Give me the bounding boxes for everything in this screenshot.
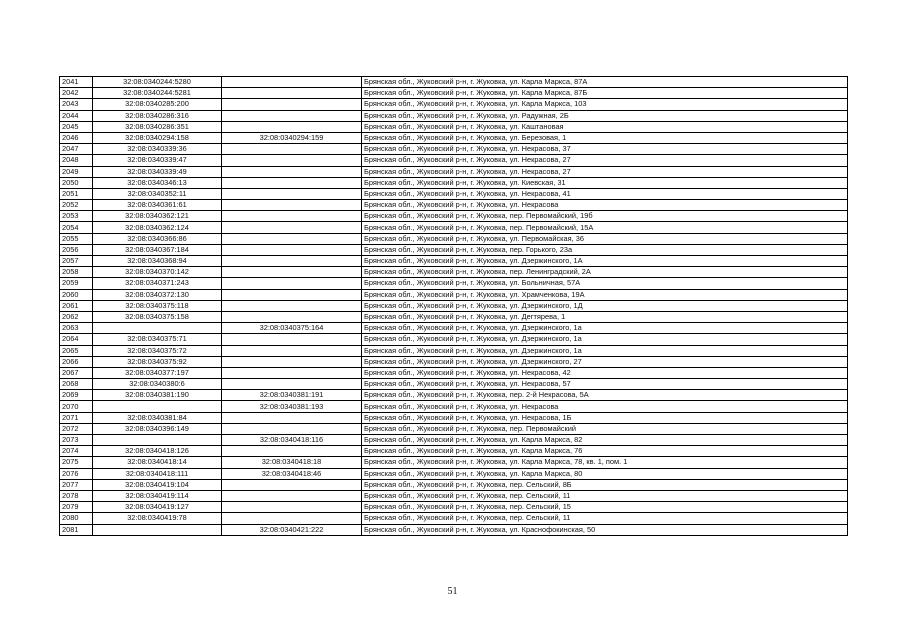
cadastral-number-cell: 32:08:0340419:114 — [93, 490, 222, 501]
row-number-cell: 2063 — [60, 323, 93, 334]
row-number-cell: 2066 — [60, 356, 93, 367]
row-number-cell: 2075 — [60, 457, 93, 468]
cadastral-number-cell: 32:08:0340418:126 — [93, 446, 222, 457]
linked-cadastral-number-cell: 32:08:0340421:222 — [222, 524, 362, 535]
cadastral-number-cell: 32:08:0340294:158 — [93, 132, 222, 143]
address-cell: Брянская обл., Жуковский р-н, г. Жуковка, пер. Сельский, 15 — [362, 502, 848, 513]
cadastral-number-cell: 32:08:0340362:121 — [93, 211, 222, 222]
table-row — [60, 457, 848, 468]
cadastral-number-cell: 32:08:0340381:84 — [93, 412, 222, 423]
table-row — [60, 188, 848, 199]
table-row — [60, 311, 848, 322]
address-cell: Брянская обл., Жуковский р-н, г. Жуковка, ул. Дзержинского, 1А — [362, 256, 848, 267]
row-number-cell: 2065 — [60, 345, 93, 356]
address-cell: Брянская обл., Жуковский р-н, г. Жуковка, ул. Некрасова, 1Б — [362, 412, 848, 423]
cadastral-number-cell: 32:08:0340368:94 — [93, 256, 222, 267]
row-number-cell: 2055 — [60, 233, 93, 244]
address-cell: Брянская обл., Жуковский р-н, г. Жуковка, ул. Карла Маркса, 103 — [362, 99, 848, 110]
cadastral-number-cell: 32:08:0340339:36 — [93, 144, 222, 155]
linked-cadastral-number-cell — [222, 211, 362, 222]
address-cell: Брянская обл., Жуковский р-н, г. Жуковка, ул. Некрасова — [362, 401, 848, 412]
linked-cadastral-number-cell — [222, 256, 362, 267]
address-cell: Брянская обл., Жуковский р-н, г. Жуковка, ул. Радужная, 2Б — [362, 110, 848, 121]
linked-cadastral-number-cell — [222, 289, 362, 300]
linked-cadastral-number-cell — [222, 233, 362, 244]
address-cell: Брянская обл., Жуковский р-н, г. Жуковка, ул. Карла Маркса, 87А — [362, 77, 848, 88]
cadastral-number-cell: 32:08:0340418:14 — [93, 457, 222, 468]
table-row — [60, 513, 848, 524]
cadastral-number-cell: 32:08:0340339:47 — [93, 155, 222, 166]
linked-cadastral-number-cell — [222, 222, 362, 233]
row-number-cell: 2070 — [60, 401, 93, 412]
cadastral-number-cell: 32:08:0340370:142 — [93, 267, 222, 278]
address-cell: Брянская обл., Жуковский р-н, г. Жуковка, ул. Дегтярева, 1 — [362, 311, 848, 322]
table-row — [60, 524, 848, 535]
row-number-cell: 2048 — [60, 155, 93, 166]
linked-cadastral-number-cell — [222, 334, 362, 345]
cadastral-number-cell: 32:08:0340418:111 — [93, 468, 222, 479]
linked-cadastral-number-cell: 32:08:0340418:18 — [222, 457, 362, 468]
address-cell: Брянская обл., Жуковский р-н, г. Жуковка, пер. Сельский, 11 — [362, 513, 848, 524]
table-row — [60, 121, 848, 132]
linked-cadastral-number-cell — [222, 267, 362, 278]
table-row — [60, 244, 848, 255]
cadastral-number-cell: 32:08:0340286:316 — [93, 110, 222, 121]
cadastral-number-cell: 32:08:0340362:124 — [93, 222, 222, 233]
linked-cadastral-number-cell — [222, 311, 362, 322]
row-number-cell: 2068 — [60, 379, 93, 390]
linked-cadastral-number-cell — [222, 513, 362, 524]
address-cell: Брянская обл., Жуковский р-н, г. Жуковка, ул. Некрасова, 41 — [362, 188, 848, 199]
linked-cadastral-number-cell — [222, 155, 362, 166]
cadastral-number-cell: 32:08:0340367:184 — [93, 244, 222, 255]
cadastral-number-cell: 32:08:0340244:5280 — [93, 77, 222, 88]
cadastral-number-cell — [93, 401, 222, 412]
address-cell: Брянская обл., Жуковский р-н, г. Жуковка, ул. Киевская, 31 — [362, 177, 848, 188]
row-number-cell: 2045 — [60, 121, 93, 132]
table-row — [60, 110, 848, 121]
linked-cadastral-number-cell — [222, 502, 362, 513]
table-row — [60, 435, 848, 446]
row-number-cell: 2043 — [60, 99, 93, 110]
row-number-cell: 2073 — [60, 435, 93, 446]
cadastral-number-cell: 32:08:0340419:127 — [93, 502, 222, 513]
address-cell: Брянская обл., Жуковский р-н, г. Жуковка, ул. Березовая, 1 — [362, 132, 848, 143]
row-number-cell: 2051 — [60, 188, 93, 199]
linked-cadastral-number-cell — [222, 356, 362, 367]
linked-cadastral-number-cell: 32:08:0340294:159 — [222, 132, 362, 143]
linked-cadastral-number-cell — [222, 99, 362, 110]
row-number-cell: 2079 — [60, 502, 93, 513]
address-cell: Брянская обл., Жуковский р-н, г. Жуковка, ул. Больничная, 57А — [362, 278, 848, 289]
linked-cadastral-number-cell: 32:08:0340418:46 — [222, 468, 362, 479]
row-number-cell: 2052 — [60, 200, 93, 211]
row-number-cell: 2058 — [60, 267, 93, 278]
table-row — [60, 233, 848, 244]
address-cell: Брянская обл., Жуковский р-н, г. Жуковка, ул. Карла Маркса, 78, кв. 1, пом. 1 — [362, 457, 848, 468]
cadastral-number-cell: 32:08:0340286:351 — [93, 121, 222, 132]
linked-cadastral-number-cell — [222, 166, 362, 177]
row-number-cell: 2081 — [60, 524, 93, 535]
row-number-cell: 2046 — [60, 132, 93, 143]
table-row — [60, 88, 848, 99]
linked-cadastral-number-cell: 32:08:0340381:191 — [222, 390, 362, 401]
address-cell: Брянская обл., Жуковский р-н, г. Жуковка, ул. Карла Маркса, 80 — [362, 468, 848, 479]
address-cell: Брянская обл., Жуковский р-н, г. Жуковка, ул. Первомайская, 36 — [362, 233, 848, 244]
cadastral-number-cell: 32:08:0340380:6 — [93, 379, 222, 390]
address-cell: Брянская обл., Жуковский р-н, г. Жуковка, ул. Некрасова, 42 — [362, 367, 848, 378]
row-number-cell: 2050 — [60, 177, 93, 188]
row-number-cell: 2071 — [60, 412, 93, 423]
address-cell: Брянская обл., Жуковский р-н, г. Жуковка, ул. Краснофокинская, 50 — [362, 524, 848, 535]
table-row — [60, 323, 848, 334]
cadastral-number-cell: 32:08:0340346:13 — [93, 177, 222, 188]
table-row — [60, 479, 848, 490]
address-cell: Брянская обл., Жуковский р-н, г. Жуковка, пер. Ленинградский, 2А — [362, 267, 848, 278]
cadastral-number-cell: 32:08:0340377:197 — [93, 367, 222, 378]
address-cell: Брянская обл., Жуковский р-н, г. Жуковка, ул. Дзержинского, 1а — [362, 323, 848, 334]
table-row — [60, 77, 848, 88]
table-row — [60, 300, 848, 311]
row-number-cell: 2072 — [60, 423, 93, 434]
table-row — [60, 144, 848, 155]
cadastral-number-cell: 32:08:0340339:49 — [93, 166, 222, 177]
row-number-cell: 2069 — [60, 390, 93, 401]
address-cell: Брянская обл., Жуковский р-н, г. Жуковка, ул. Храмченкова, 19А — [362, 289, 848, 300]
row-number-cell: 2044 — [60, 110, 93, 121]
linked-cadastral-number-cell — [222, 121, 362, 132]
linked-cadastral-number-cell — [222, 278, 362, 289]
address-cell: Брянская обл., Жуковский р-н, г. Жуковка, ул. Карла Маркса, 82 — [362, 435, 848, 446]
linked-cadastral-number-cell — [222, 345, 362, 356]
table-row — [60, 412, 848, 423]
cadastral-number-cell: 32:08:0340352:11 — [93, 188, 222, 199]
row-number-cell: 2042 — [60, 88, 93, 99]
row-number-cell: 2041 — [60, 77, 93, 88]
row-number-cell: 2056 — [60, 244, 93, 255]
table-row — [60, 211, 848, 222]
table-row — [60, 423, 848, 434]
table-row — [60, 99, 848, 110]
cadastral-number-cell: 32:08:0340375:92 — [93, 356, 222, 367]
linked-cadastral-number-cell — [222, 200, 362, 211]
table-row — [60, 267, 848, 278]
linked-cadastral-number-cell — [222, 379, 362, 390]
linked-cadastral-number-cell — [222, 110, 362, 121]
linked-cadastral-number-cell — [222, 367, 362, 378]
address-cell: Брянская обл., Жуковский р-н, г. Жуковка, ул. Некрасова, 27 — [362, 166, 848, 177]
table-row — [60, 132, 848, 143]
linked-cadastral-number-cell — [222, 77, 362, 88]
row-number-cell: 2078 — [60, 490, 93, 501]
table-row — [60, 334, 848, 345]
cadastral-number-cell: 32:08:0340375:71 — [93, 334, 222, 345]
table-row — [60, 177, 848, 188]
linked-cadastral-number-cell — [222, 88, 362, 99]
cadastral-number-cell: 32:08:0340361:61 — [93, 200, 222, 211]
table-row — [60, 155, 848, 166]
cadastral-number-cell: 32:08:0340366:86 — [93, 233, 222, 244]
table-row — [60, 379, 848, 390]
cadastral-number-cell — [93, 524, 222, 535]
table-row — [60, 390, 848, 401]
row-number-cell: 2053 — [60, 211, 93, 222]
address-cell: Брянская обл., Жуковский р-н, г. Жуковка, пер. Первомайский, 15А — [362, 222, 848, 233]
cadastral-number-cell: 32:08:0340396:149 — [93, 423, 222, 434]
address-cell: Брянская обл., Жуковский р-н, г. Жуковка, пер. Сельский, 8Б — [362, 479, 848, 490]
address-cell: Брянская обл., Жуковский р-н, г. Жуковка, пер. Первомайский, 19б — [362, 211, 848, 222]
cadastral-number-cell: 32:08:0340375:158 — [93, 311, 222, 322]
table-row — [60, 490, 848, 501]
linked-cadastral-number-cell — [222, 300, 362, 311]
address-cell: Брянская обл., Жуковский р-н, г. Жуковка, ул. Некрасова — [362, 200, 848, 211]
table-row — [60, 278, 848, 289]
linked-cadastral-number-cell — [222, 188, 362, 199]
linked-cadastral-number-cell — [222, 479, 362, 490]
table-row — [60, 166, 848, 177]
table-row — [60, 502, 848, 513]
table-row — [60, 401, 848, 412]
address-cell: Брянская обл., Жуковский р-н, г. Жуковка, ул. Карла Маркса, 87Б — [362, 88, 848, 99]
table-row — [60, 367, 848, 378]
row-number-cell: 2080 — [60, 513, 93, 524]
cadastral-number-cell — [93, 323, 222, 334]
address-cell: Брянская обл., Жуковский р-н, г. Жуковка, пер. Первомайский — [362, 423, 848, 434]
address-cell: Брянская обл., Жуковский р-н, г. Жуковка, ул. Дзержинского, 27 — [362, 356, 848, 367]
address-cell: Брянская обл., Жуковский р-н, г. Жуковка, пер. Сельский, 11 — [362, 490, 848, 501]
row-number-cell: 2059 — [60, 278, 93, 289]
table-row — [60, 446, 848, 457]
address-cell: Брянская обл., Жуковский р-н, г. Жуковка, ул. Дзержинского, 1Д — [362, 300, 848, 311]
row-number-cell: 2067 — [60, 367, 93, 378]
table-row — [60, 200, 848, 211]
row-number-cell: 2064 — [60, 334, 93, 345]
table-row — [60, 345, 848, 356]
table-row — [60, 468, 848, 479]
row-number-cell: 2074 — [60, 446, 93, 457]
row-number-cell: 2077 — [60, 479, 93, 490]
linked-cadastral-number-cell — [222, 177, 362, 188]
linked-cadastral-number-cell: 32:08:0340418:116 — [222, 435, 362, 446]
row-number-cell: 2062 — [60, 311, 93, 322]
cadastral-number-cell — [93, 435, 222, 446]
cadastral-number-cell: 32:08:0340375:72 — [93, 345, 222, 356]
address-cell: Брянская обл., Жуковский р-н, г. Жуковка, пер. Горького, 23а — [362, 244, 848, 255]
table-row — [60, 256, 848, 267]
cadastral-number-cell: 32:08:0340375:118 — [93, 300, 222, 311]
row-number-cell: 2057 — [60, 256, 93, 267]
registry-table — [59, 76, 848, 536]
linked-cadastral-number-cell — [222, 446, 362, 457]
address-cell: Брянская обл., Жуковский р-н, г. Жуковка, ул. Некрасова, 57 — [362, 379, 848, 390]
row-number-cell: 2060 — [60, 289, 93, 300]
row-number-cell: 2054 — [60, 222, 93, 233]
linked-cadastral-number-cell — [222, 490, 362, 501]
cadastral-number-cell: 32:08:0340371:243 — [93, 278, 222, 289]
cadastral-number-cell: 32:08:0340244:5281 — [93, 88, 222, 99]
cadastral-number-cell: 32:08:0340372:130 — [93, 289, 222, 300]
cadastral-number-cell: 32:08:0340381:190 — [93, 390, 222, 401]
table-row — [60, 222, 848, 233]
row-number-cell: 2049 — [60, 166, 93, 177]
registry-table-body — [60, 77, 848, 536]
linked-cadastral-number-cell: 32:08:0340375:164 — [222, 323, 362, 334]
row-number-cell: 2061 — [60, 300, 93, 311]
page-number: 51 — [447, 586, 458, 597]
linked-cadastral-number-cell — [222, 244, 362, 255]
address-cell: Брянская обл., Жуковский р-н, г. Жуковка, ул. Каштановая — [362, 121, 848, 132]
linked-cadastral-number-cell — [222, 412, 362, 423]
table-row — [60, 289, 848, 300]
address-cell: Брянская обл., Жуковский р-н, г. Жуковка, ул. Некрасова, 37 — [362, 144, 848, 155]
linked-cadastral-number-cell — [222, 423, 362, 434]
address-cell: Брянская обл., Жуковский р-н, г. Жуковка, ул. Некрасова, 27 — [362, 155, 848, 166]
cadastral-number-cell: 32:08:0340285:200 — [93, 99, 222, 110]
address-cell: Брянская обл., Жуковский р-н, г. Жуковка, ул. Дзержинского, 1а — [362, 345, 848, 356]
address-cell: Брянская обл., Жуковский р-н, г. Жуковка, ул. Дзержинского, 1а — [362, 334, 848, 345]
address-cell: Брянская обл., Жуковский р-н, г. Жуковка, пер. 2-й Некрасова, 5А — [362, 390, 848, 401]
linked-cadastral-number-cell: 32:08:0340381:193 — [222, 401, 362, 412]
cadastral-number-cell: 32:08:0340419:104 — [93, 479, 222, 490]
address-cell: Брянская обл., Жуковский р-н, г. Жуковка, ул. Карла Маркса, 76 — [362, 446, 848, 457]
table-row — [60, 356, 848, 367]
linked-cadastral-number-cell — [222, 144, 362, 155]
row-number-cell: 2076 — [60, 468, 93, 479]
cadastral-number-cell: 32:08:0340419:78 — [93, 513, 222, 524]
row-number-cell: 2047 — [60, 144, 93, 155]
